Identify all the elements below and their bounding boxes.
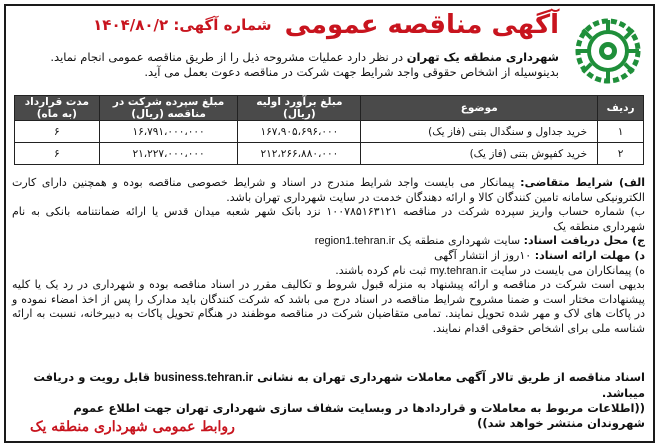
ad-number: شماره آگهی: ۱۴۰۴/۸۰/۲ bbox=[93, 16, 272, 34]
tehran-municipality-logo-icon bbox=[573, 16, 643, 86]
header-row-number: ردیف bbox=[598, 96, 644, 121]
cell-duration: ۶ bbox=[15, 121, 100, 143]
table-row bbox=[15, 143, 644, 165]
cell-estimate: ۱۶۷،۹۰۵،۶۹۶،۰۰۰ bbox=[238, 121, 361, 143]
term-e-text-2: ثبت نام کرده باشند. bbox=[335, 263, 430, 277]
closing-line-2: ((اطلاعات مربوط به معاملات و قراردادها در وبسایت شفاف سازی شهرداری تهران جهت اطلاع عموم شهروندان منتشر خواهد شد)) bbox=[73, 401, 645, 430]
intro-text: در نظر دارد عملیات مشروحه ذیل را از طریق مناقصه عمومی انجام نماید. بدینوسیله از اشخاص حقوقی واجد شرایط جهت شرکت در مناقصه دعوت بعمل می آید. bbox=[50, 50, 559, 79]
term-c-text: سایت شهرداری منطقه یک bbox=[394, 234, 524, 248]
tender-table bbox=[14, 95, 644, 165]
business-site-link[interactable]: business.tehran.ir bbox=[154, 372, 254, 384]
terms-section bbox=[12, 176, 645, 337]
term-d-text: ۱۰روز از انتشار آگهی bbox=[434, 248, 535, 262]
org-name: شهرداری منطقه یک تهران bbox=[406, 50, 559, 64]
cell-row-number: ۲ bbox=[598, 143, 644, 165]
term-a-label: الف) شرایط متقاضی: bbox=[520, 176, 645, 189]
table-header-row bbox=[15, 96, 644, 121]
closing-line-1-b: قابل رویت و دریافت میباشد. bbox=[33, 370, 645, 400]
cell-subject: خرید کفپوش بتنی (فاز یک) bbox=[361, 143, 598, 165]
cell-row-number: ۱ bbox=[598, 121, 644, 143]
cell-deposit: ۱۶،۷۹۱،۰۰۰،۰۰۰ bbox=[99, 121, 238, 143]
terms-body: بدیهی است شرکت در مناقصه و ارائه پیشنهاد به منزله قبول شروط و تکالیف مقرر در اسناد مناقصه بوده و شهرداری در رد یک یا کلیه پیشنهادات مختار است و ضمنا مشروح شرایط مناقصه در اسناد درج می باشد که شرکت کنندگان باید مدارک را پس از اخذ امضاء نموده و در پاکات های لاک و مهر شده تحویل نمایند. تمامی متقاضیان شرکت در مناقصه موظفند در هنگام تحویل پاکات به دبیرخانه، نسبت به ارائه شناسه ملی برای اشخاص حقوقی اقدام نمایند. bbox=[12, 278, 645, 335]
public-relations-signature: روابط عمومی شهرداری منطقه یک bbox=[30, 419, 235, 435]
cell-estimate: ۲۱۲،۲۶۶،۸۸۰،۰۰۰ bbox=[238, 143, 361, 165]
closing-line-1 bbox=[12, 370, 645, 401]
term-e bbox=[12, 264, 645, 279]
table-row bbox=[15, 121, 644, 143]
term-c bbox=[12, 234, 645, 249]
intro-paragraph bbox=[12, 50, 559, 80]
region-site-link[interactable]: region1.tehran.ir bbox=[314, 235, 395, 248]
header-deposit: مبلغ سپرده شرکت در مناقصه (ریال) bbox=[99, 96, 238, 121]
term-d bbox=[12, 249, 645, 264]
closing-line-1-a: اسناد مناقصه از طریق تالار آگهی معاملات شهرداری تهران به نشانی bbox=[253, 370, 645, 384]
term-e-text-1: ه) پیمانکاران می بایست در سایت bbox=[487, 263, 645, 277]
header-subject: موضوع bbox=[361, 96, 598, 121]
term-b: ب) شماره حساب واریز سپرده شرکت در مناقصه ۱۰۰۷۸۵۱۶۳۱۲۱ نزد بانک شهر شعبه میدان قدس یا ارائه ضمانتنامه بانکی به نام شهرداری منطقه یک bbox=[12, 205, 645, 233]
cell-duration: ۶ bbox=[15, 143, 100, 165]
cell-deposit: ۲۱،۲۲۷،۰۰۰،۰۰۰ bbox=[99, 143, 238, 165]
my-tehran-site-link[interactable]: my.tehran.ir bbox=[429, 264, 488, 277]
header-estimate: مبلغ برآورد اولیه (ریال) bbox=[238, 96, 361, 121]
term-a bbox=[12, 176, 645, 205]
term-a-text: پیمانکار می بایست واجد شرایط مندرج در اسناد و شرایط خصوصی مناقصه بوده و همچنین دارای کارت الکترونیکی سامانه تامین کنندگان کالا و ارائه دهندگان خدمت در سایت شهرداری تهران باشد. bbox=[12, 176, 645, 204]
header-duration: مدت قرارداد (به ماه) bbox=[15, 96, 100, 121]
term-d-label: د) مهلت ارائه اسناد: bbox=[534, 248, 645, 262]
cell-subject: خرید جداول و سنگدال بتنی (فاز یک) bbox=[361, 121, 598, 143]
ad-title: آگهی مناقصه عمومی bbox=[284, 10, 559, 40]
term-c-label: ج) محل دریافت اسناد: bbox=[523, 234, 645, 248]
ad-title-row bbox=[93, 10, 559, 48]
